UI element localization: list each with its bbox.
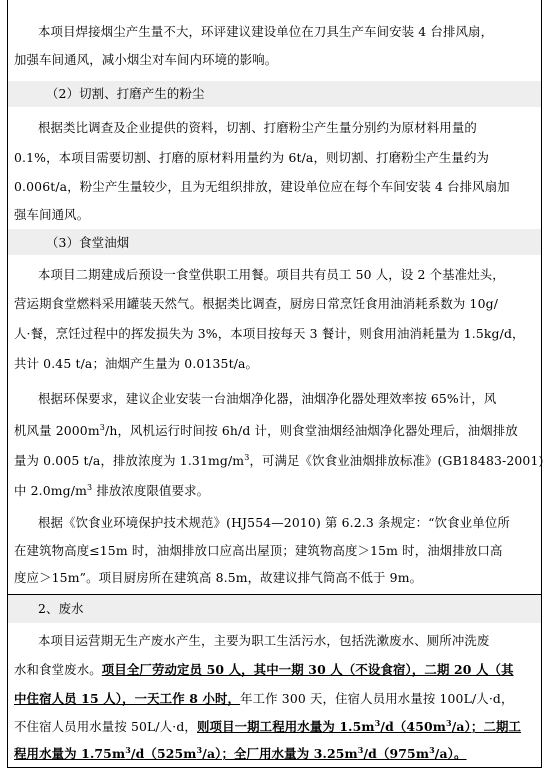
paragraph-line: 程用水量为 $1.75m^3/d(525m^3/a)$；全厂用水量为 $3.25m^3/d(975m^3/a)$。 (14, 745, 467, 761)
paragraph-line: 根据环保要求，建议企业安装一台油烟净化器，油烟净化器处理效率按 65%计，风 (38, 391, 497, 406)
paragraph-line: 0.1%，本项目需要切割、打磨的原材料用量约为 6t/a，则切割、打磨粉尘产生量约为 (14, 150, 490, 165)
paragraph-line: 共计 0.45 t/a；油烟产生量为 0.0135t/a。 (14, 356, 259, 371)
paragraph-line: 水和食堂废水。项目全厂劳动定员 50 人，其中一期 30 人（不设食宿），二期 20 人（其 (14, 662, 514, 677)
paragraph-line: 机风量 $2000m^3/h$，风机运行时间按 6h/d 计，则食堂油烟经油烟净化器处理后，油烟排放 (14, 423, 518, 438)
section-divider (7, 594, 542, 595)
paragraph-line: 强车间通风。 (14, 207, 90, 222)
paragraph-line: 加强车间通风，减小烟尘对车间内环境的影响。 (14, 52, 278, 67)
paragraph-line: 量为 0.005 t/a，排放浓度为 $1.31mg/m^3$，可满足《饮食业油烟排放标准》(GB18483-2001) (14, 453, 544, 468)
paragraph-line: 不住宿人员用水量按 50L/人·d，则项目一期工程用水量为 $1.5m^3/d(450m^3/a)$；二期工 (14, 718, 522, 734)
paragraph-line: 本项目二期建成后预设一食堂供职工用餐。项目共有员工 50 人，设 2 个基准灶头， (38, 267, 505, 282)
heading-band-wastewater (8, 595, 541, 623)
paragraph-line: 本项目运营期无生产废水产生，主要为职工生活污水，包括洗漱废水、厕所冲洗废 (38, 633, 490, 648)
paragraph-line: 本项目焊接烟尘产生量不大，环评建议建设单位在刀具生产车间安装 4 台排风扇， (38, 24, 494, 39)
paragraph-line: 根据类比调查及企业提供的资料，切割、打磨粉尘产生量分别约为原材料用量的 (38, 120, 477, 135)
paragraph-line: 人·餐，烹饪过程中的挥发损失为 3%，本项目按每天 3 餐计，则食用油消耗量为 1.5kg/d， (14, 326, 525, 341)
paragraph-line: 营运期食堂燃料采用罐装天然气。根据类比调查，厨房日常烹饪食用油消耗系数为 10g/ (14, 296, 499, 311)
document-frame (7, 0, 542, 768)
section-heading-fume: （3）食堂油烟 (46, 235, 130, 250)
paragraph-line: 中 $2.0mg/m^3$ 排放浓度限值要求。 (14, 483, 210, 498)
paragraph-line: 度应＞15m”。项目厨房所在建筑高 8.5m，故建议排气筒高不低于 9m。 (14, 570, 423, 585)
paragraph-line: 根据《饮食业环境保护技术规范》(HJ554—2010) 第 6.2.3 条规定：“饮食业单位所 (38, 515, 510, 530)
section-heading-wastewater: 2、废水 (38, 601, 84, 616)
paragraph-line: 中住宿人员 15 人），一天工作 8 小时，年工作 300 天，住宿人员用水量按 100L/人·d， (14, 691, 514, 706)
paragraph-line: 0.006t/a，粉尘产生量较少，且为无组织排放，建设单位应在每个车间安装 4 台排风扇加 (14, 179, 510, 194)
section-heading-dust: （2）切割、打磨产生的粉尘 (46, 86, 205, 101)
paragraph-line: 在建筑物高度≤15m 时，油烟排放口应高出屋顶；建筑物高度＞15m 时，油烟排放口高 (14, 543, 503, 558)
